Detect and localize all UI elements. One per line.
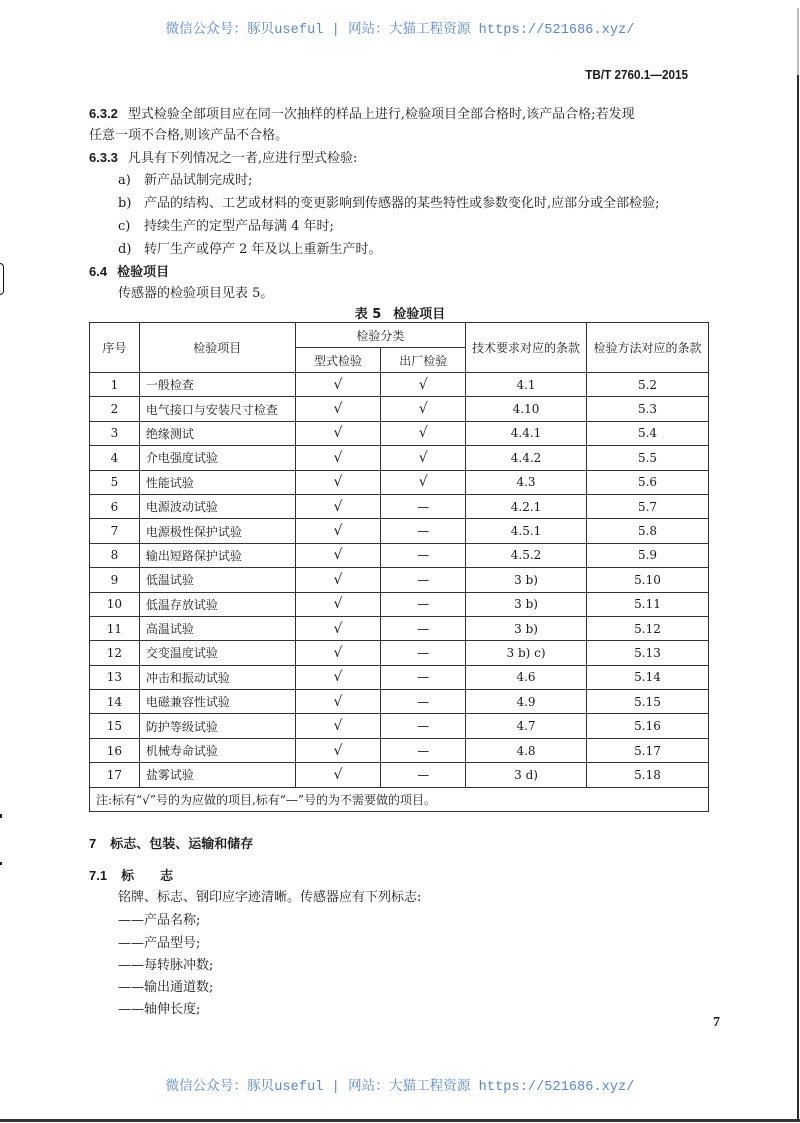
cell-tech-req: 4.4.2	[466, 446, 587, 470]
cell-tech-req: 4.4.1	[466, 421, 587, 445]
cell-test-method: 5.6	[587, 470, 709, 494]
clause-number: 7	[89, 836, 97, 851]
clause-6-3-2	[89, 104, 635, 125]
section-7-1-heading	[89, 866, 173, 887]
cell-factory-test: √	[381, 397, 466, 421]
table-note: 注:标有“√”号的为应做的项目,标有“—”号的为不需要做的项目。	[90, 787, 709, 811]
list-item: a) 新产品试制完成时;	[118, 173, 253, 188]
cell-tech-req: 3 b) c)	[466, 641, 587, 665]
cell-test-method: 5.16	[587, 714, 709, 738]
cell-tech-req: 4.9	[466, 690, 587, 714]
cell-type-test: √	[295, 568, 381, 592]
section-6-4-heading	[89, 262, 169, 283]
header-category: 检验分类	[295, 323, 465, 348]
cell-type-test: √	[295, 665, 381, 689]
cell-test-method: 5.8	[587, 519, 709, 543]
cell-tech-req: 4.7	[466, 714, 587, 738]
cell-seq: 6	[90, 494, 140, 518]
cell-test-method: 5.13	[587, 641, 709, 665]
cell-factory-test: √	[381, 446, 466, 470]
cell-factory-test: √	[381, 421, 466, 445]
cell-tech-req: 3 b)	[466, 616, 587, 640]
clause-6-3-3	[89, 148, 357, 169]
cell-type-test: √	[295, 470, 381, 494]
table-row	[90, 568, 709, 592]
section-7-heading	[89, 834, 253, 855]
table-row	[90, 494, 709, 518]
cell-item: 机械寿命试验	[139, 738, 295, 762]
list-item: ——输出通道数;	[118, 980, 214, 995]
table-row	[90, 519, 709, 543]
cell-tech-req: 4.10	[466, 397, 587, 421]
table-row	[90, 763, 709, 787]
cell-tech-req: 4.8	[466, 738, 587, 762]
header-test-method: 检验方法对应的条款	[587, 323, 709, 373]
cell-factory-test: —	[381, 519, 466, 543]
table-header-row	[90, 323, 709, 348]
list-item: ——每转脉冲数;	[118, 958, 214, 973]
cell-seq: 12	[90, 641, 140, 665]
inspection-table	[89, 322, 709, 812]
cell-item: 盐雾试验	[139, 763, 295, 787]
cell-seq: 3	[90, 421, 140, 445]
table-row	[90, 421, 709, 445]
list-item: c) 持续生产的定型产品每满 4 年时;	[118, 219, 334, 234]
header-type-test: 型式检验	[295, 348, 381, 373]
page-number: 7	[713, 1015, 720, 1030]
cell-seq: 10	[90, 592, 140, 616]
list-item: ——产品名称;	[118, 913, 201, 928]
cell-factory-test: —	[381, 568, 466, 592]
table-row	[90, 470, 709, 494]
cell-test-method: 5.10	[587, 568, 709, 592]
cell-tech-req: 4.2.1	[466, 494, 587, 518]
cell-test-method: 5.12	[587, 616, 709, 640]
section-6-4-text: 传感器的检验项目见表 5。	[118, 286, 274, 301]
cell-item: 一般检查	[139, 373, 295, 397]
cell-factory-test: —	[381, 616, 466, 640]
binding-mark	[0, 814, 2, 818]
cell-test-method: 5.18	[587, 763, 709, 787]
table-note-row	[90, 787, 709, 811]
clause-number: 6.3.2	[89, 106, 118, 121]
cell-factory-test: —	[381, 690, 466, 714]
cell-factory-test: √	[381, 470, 466, 494]
cell-item: 电源极性保护试验	[139, 519, 295, 543]
list-item: ——产品型号;	[118, 936, 201, 951]
cell-type-test: √	[295, 592, 381, 616]
cell-factory-test: —	[381, 494, 466, 518]
cell-factory-test: —	[381, 665, 466, 689]
cell-test-method: 5.14	[587, 665, 709, 689]
table-row	[90, 641, 709, 665]
cell-factory-test: —	[381, 592, 466, 616]
cell-factory-test: —	[381, 543, 466, 567]
clause-number: 6.4	[89, 264, 108, 279]
cell-tech-req: 4.6	[466, 665, 587, 689]
cell-seq: 17	[90, 763, 140, 787]
section-title: 标 志	[121, 869, 174, 884]
binding-mark	[0, 263, 4, 295]
section-7-1-text: 铭牌、标志、钢印应字迹清晰。传感器应有下列标志:	[118, 890, 422, 905]
table-caption	[0, 303, 800, 322]
cell-item: 交变温度试验	[139, 641, 295, 665]
cell-item: 电源波动试验	[139, 494, 295, 518]
watermark-top: 微信公众号：豚贝useful | 网站：大猫工程资源 https://521686.xyz/	[165, 23, 635, 38]
cell-seq: 1	[90, 373, 140, 397]
table-number: 表 5	[354, 307, 382, 322]
cell-item: 介电强度试验	[139, 446, 295, 470]
cell-factory-test: —	[381, 714, 466, 738]
table-row	[90, 543, 709, 567]
table-title: 检验项目	[393, 307, 446, 322]
cell-item: 冲击和振动试验	[139, 665, 295, 689]
table-row	[90, 690, 709, 714]
cell-factory-test: √	[381, 373, 466, 397]
header-item: 检验项目	[139, 323, 295, 373]
cell-test-method: 5.9	[587, 543, 709, 567]
cell-seq: 14	[90, 690, 140, 714]
cell-tech-req: 4.5.2	[466, 543, 587, 567]
cell-item: 电气接口与安装尺寸检查	[139, 397, 295, 421]
cell-tech-req: 4.1	[466, 373, 587, 397]
scan-edge	[797, 75, 799, 1120]
cell-seq: 8	[90, 543, 140, 567]
header-tech-req: 技术要求对应的条款	[466, 323, 587, 373]
header-factory-test: 出厂检验	[381, 348, 466, 373]
cell-type-test: √	[295, 446, 381, 470]
cell-seq: 5	[90, 470, 140, 494]
cell-test-method: 5.4	[587, 421, 709, 445]
cell-test-method: 5.15	[587, 690, 709, 714]
cell-seq: 4	[90, 446, 140, 470]
cell-type-test: √	[295, 397, 381, 421]
cell-type-test: √	[295, 641, 381, 665]
clause-6-3-2-cont: 任意一项不合格,则该产品不合格。	[89, 128, 289, 143]
cell-type-test: √	[295, 373, 381, 397]
cell-type-test: √	[295, 494, 381, 518]
cell-tech-req: 4.5.1	[466, 519, 587, 543]
table-row	[90, 714, 709, 738]
section-title: 标志、包装、运输和储存	[110, 837, 254, 852]
cell-test-method: 5.3	[587, 397, 709, 421]
cell-item: 绝缘测试	[139, 421, 295, 445]
cell-test-method: 5.7	[587, 494, 709, 518]
table-row	[90, 616, 709, 640]
cell-item: 性能试验	[139, 470, 295, 494]
cell-item: 电磁兼容性试验	[139, 690, 295, 714]
cell-tech-req: 3 b)	[466, 592, 587, 616]
cell-test-method: 5.2	[587, 373, 709, 397]
cell-tech-req: 3 d)	[466, 763, 587, 787]
list-item: ——轴伸长度;	[118, 1002, 201, 1017]
table-row	[90, 592, 709, 616]
cell-seq: 9	[90, 568, 140, 592]
binding-mark	[0, 862, 2, 865]
scan-edge	[0, 1119, 800, 1122]
cell-item: 高温试验	[139, 616, 295, 640]
cell-item: 低温存放试验	[139, 592, 295, 616]
cell-seq: 11	[90, 616, 140, 640]
clause-text: 型式检验全部项目应在同一次抽样的样品上进行,检验项目全部合格时,该产品合格;若发现	[127, 107, 635, 122]
cell-factory-test: —	[381, 641, 466, 665]
table-row	[90, 738, 709, 762]
clause-number: 6.3.3	[89, 150, 118, 165]
section-title: 检验项目	[117, 265, 170, 280]
cell-factory-test: —	[381, 763, 466, 787]
cell-type-test: √	[295, 738, 381, 762]
standard-code: TB/T 2760.1—2015	[585, 67, 688, 82]
cell-factory-test: —	[381, 738, 466, 762]
table-row	[90, 397, 709, 421]
cell-test-method: 5.17	[587, 738, 709, 762]
list-item: b) 产品的结构、工艺或材料的变更影响到传感器的某些特性或参数变化时,应部分或全部检验;	[118, 196, 660, 211]
table-row	[90, 665, 709, 689]
cell-seq: 15	[90, 714, 140, 738]
cell-seq: 13	[90, 665, 140, 689]
table-row	[90, 446, 709, 470]
cell-tech-req: 3 b)	[466, 568, 587, 592]
cell-type-test: √	[295, 616, 381, 640]
cell-type-test: √	[295, 543, 381, 567]
cell-type-test: √	[295, 714, 381, 738]
cell-tech-req: 4.3	[466, 470, 587, 494]
cell-type-test: √	[295, 690, 381, 714]
cell-item: 低温试验	[139, 568, 295, 592]
clause-text: 凡具有下列情况之一者,应进行型式检验:	[127, 151, 358, 166]
cell-item: 输出短路保护试验	[139, 543, 295, 567]
cell-type-test: √	[295, 519, 381, 543]
cell-seq: 16	[90, 738, 140, 762]
cell-type-test: √	[295, 421, 381, 445]
cell-test-method: 5.11	[587, 592, 709, 616]
cell-test-method: 5.5	[587, 446, 709, 470]
list-item: d) 转厂生产或停产 2 年及以上重新生产时。	[118, 242, 382, 257]
clause-number: 7.1	[89, 868, 108, 883]
cell-seq: 2	[90, 397, 140, 421]
header-seq: 序号	[90, 323, 140, 373]
cell-type-test: √	[295, 763, 381, 787]
watermark-bottom: 微信公众号：豚贝useful | 网站：大猫工程资源 https://521686.xyz/	[165, 1080, 635, 1095]
cell-seq: 7	[90, 519, 140, 543]
table-row	[90, 373, 709, 397]
cell-item: 防护等级试验	[139, 714, 295, 738]
